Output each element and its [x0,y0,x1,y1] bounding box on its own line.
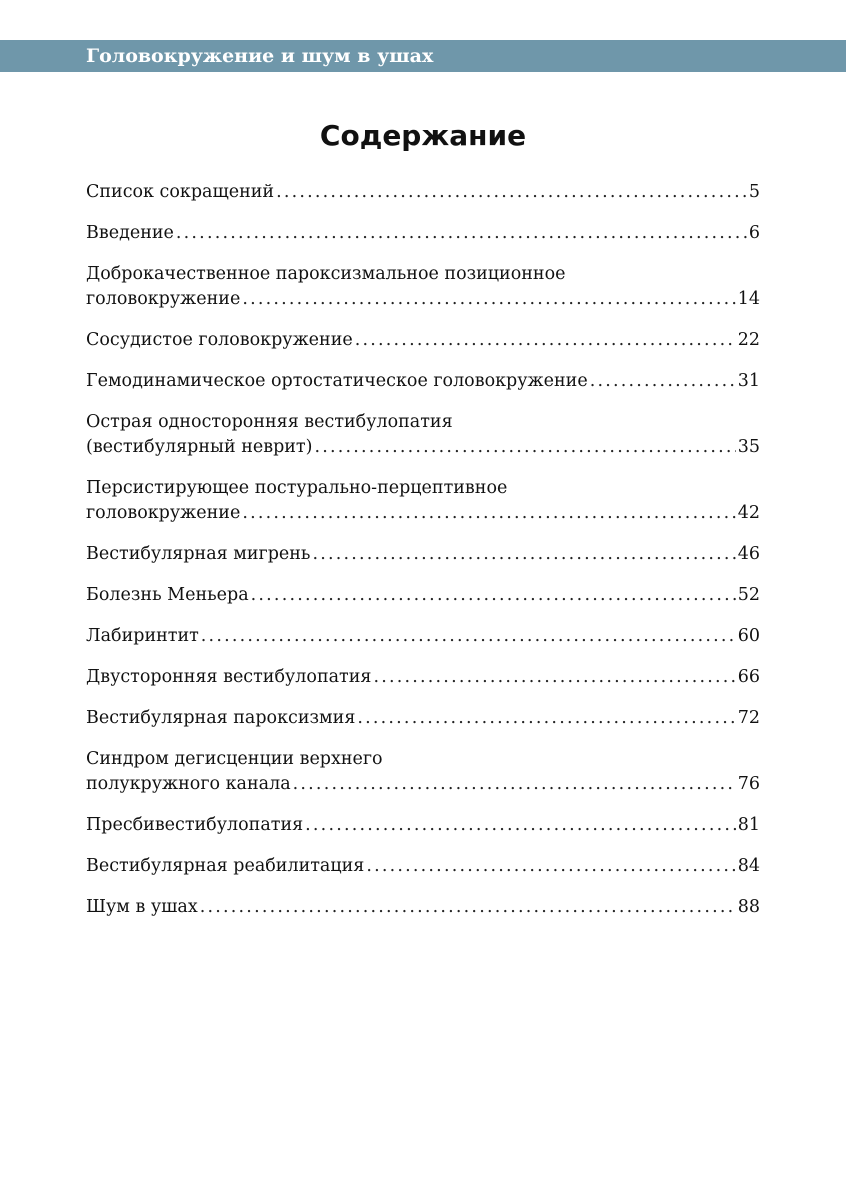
toc-entry-title-line: Острая односторонняя вестибулопатия [86,412,453,432]
toc-entry[interactable] [86,706,760,731]
toc-page-number: 14 [737,289,760,309]
toc-entry-title: Шум в ушах [86,897,198,917]
toc-entry[interactable] [86,854,760,879]
toc-entry-title: Вестибулярная реабилитация [86,856,365,876]
dot-leader [312,542,735,567]
dot-leader [242,501,735,526]
dot-leader [373,665,735,690]
toc-page-number: 5 [748,182,760,202]
toc-page-number: 42 [737,503,760,523]
toc-page-number: 66 [737,667,760,687]
toc-entry-title: полукружного канала [86,774,291,794]
dot-leader [357,706,735,731]
dot-leader [201,624,736,649]
dot-leader [276,180,747,205]
toc-page-number: 52 [737,585,760,605]
dot-leader [366,854,735,879]
running-header [0,40,846,72]
toc-entry-title-line: Доброкачественное пароксизмальное позиционное [86,264,566,284]
toc-page-number: 60 [737,626,760,646]
toc-entry-title: Лабиринтит [86,626,199,646]
dot-leader [355,328,736,353]
dot-leader [314,435,735,460]
toc-entry-title: головокружение [86,503,241,523]
toc-entry-title: Введение [86,223,174,243]
toc-entry-title: Сосудистое головокружение [86,330,353,350]
dot-leader [590,369,736,394]
toc-entry-title: Список сокращений [86,182,275,202]
toc-entry-title: Двусторонняя вестибулопатия [86,667,372,687]
toc-entry[interactable] [86,262,760,312]
toc-entry-title: (вестибулярный неврит) [86,437,313,457]
dot-leader [305,813,736,838]
toc-entry-title-line: Персистирующее постурально-перцептивное [86,478,508,498]
dot-leader [251,583,736,608]
toc-entry[interactable] [86,369,760,394]
toc-page-number: 81 [737,815,760,835]
toc-entry-title-line: Синдром дегисценции верхнего [86,749,383,769]
toc-entry[interactable] [86,895,760,920]
toc-page-number: 46 [737,544,760,564]
dot-leader [293,772,736,797]
toc-page-number: 22 [737,330,760,350]
toc-entry[interactable] [86,813,760,838]
running-header-title: Головокружение и шум в ушах [86,45,434,67]
toc-page-number: 72 [737,708,760,728]
toc-entry[interactable] [86,221,760,246]
toc-entry-title: Гемодинамическое ортостатическое головокружение [86,371,588,391]
toc-entry[interactable] [86,747,760,797]
page-title: Содержание [319,119,527,152]
dot-leader [242,287,735,312]
toc-page-number: 76 [737,774,760,794]
toc-entry[interactable] [86,542,760,567]
toc-entry-title: Болезнь Меньера [86,585,249,605]
toc-entry-title: Вестибулярная мигрень [86,544,311,564]
toc-entry[interactable] [86,665,760,690]
dot-leader [200,895,736,920]
toc-page-number: 6 [748,223,760,243]
toc-page-number: 84 [737,856,760,876]
toc-entry[interactable] [86,624,760,649]
toc-page-number: 35 [737,437,760,457]
table-of-contents [86,180,760,936]
toc-entry-title: головокружение [86,289,241,309]
toc-entry[interactable] [86,180,760,205]
toc-entry[interactable] [86,583,760,608]
dot-leader [176,221,747,246]
toc-entry[interactable] [86,476,760,526]
toc-entry-title: Пресбивестибулопатия [86,815,304,835]
toc-page-number: 88 [737,897,760,917]
toc-entry[interactable] [86,410,760,460]
toc-entry-title: Вестибулярная пароксизмия [86,708,356,728]
toc-page-number: 31 [737,371,760,391]
toc-entry[interactable] [86,328,760,353]
